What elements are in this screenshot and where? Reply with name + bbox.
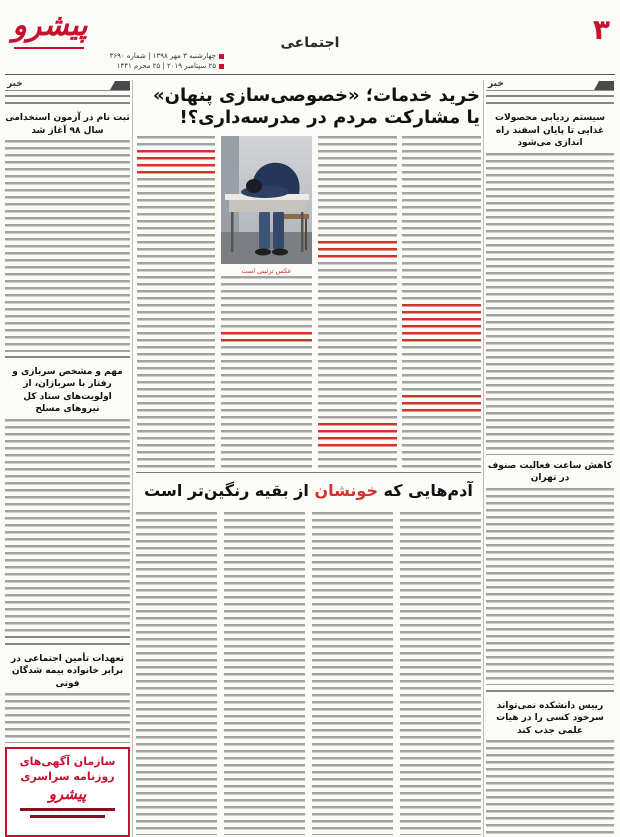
date-bullet <box>219 54 224 59</box>
second-article-column <box>312 512 393 835</box>
column-divider <box>483 80 484 837</box>
news-body-text <box>486 740 614 837</box>
newspaper-logo: پیشرو <box>12 8 88 43</box>
news-kicker <box>486 95 614 109</box>
photo-person-leg <box>259 210 270 250</box>
ad-line-1: سازمان آگهی‌های <box>19 755 116 769</box>
photo-desk-leg <box>231 212 234 252</box>
news-section-label: خبر <box>7 80 23 89</box>
pull-quote <box>318 241 397 262</box>
main-article-body-text <box>221 276 312 470</box>
news-headline-social-security: تعهدات تأمین اجتماعی در برابر خانواده بیمه شدگان فوتی <box>11 653 124 689</box>
ad-phone-line <box>30 815 105 818</box>
main-article-headline <box>153 85 480 129</box>
advertising-box <box>5 747 130 837</box>
photo-person-shoe <box>272 249 288 256</box>
pull-quote <box>402 395 481 416</box>
section-header-marker <box>110 81 130 90</box>
header-rule <box>5 74 615 75</box>
page-number: ۳ <box>592 13 610 46</box>
issue-date <box>92 51 224 71</box>
second-article-column <box>224 512 305 835</box>
news-body-text <box>5 140 130 352</box>
main-article-photo-column <box>221 136 312 470</box>
main-article-column <box>137 136 215 470</box>
second-headline-part-2: از بقیه رنگین‌تر است <box>144 481 315 500</box>
main-article-column <box>318 136 397 470</box>
section-header-marker <box>594 81 614 90</box>
right-news-column <box>486 80 614 837</box>
news-body-text <box>5 419 130 632</box>
photo-desk-front <box>229 200 305 212</box>
photo-desk-leg <box>301 212 304 252</box>
ad-phone-line <box>20 808 114 811</box>
date-line-1 <box>92 51 224 61</box>
date-line-2-text: ۲۵ سپتامبر ۲۰۱۹ | ۲۵ محرم ۱۴۴۱ <box>116 62 216 70</box>
pull-quote <box>137 150 215 178</box>
news-body-text <box>486 488 614 685</box>
photo-chair-leg <box>305 219 307 250</box>
date-line-2 <box>92 61 224 71</box>
ad-line-2: روزنامه سراسری <box>20 770 115 784</box>
second-article-headline <box>136 478 481 504</box>
ad-brand: پیشرو <box>48 785 87 804</box>
news-section-label: خبر <box>488 80 504 89</box>
news-section-header <box>5 80 130 91</box>
main-headline-line-1: خرید خدمات؛ «خصوصی‌سازی پنهان» <box>153 85 480 106</box>
news-headline-faculty-hiring: رییس دانشکده نمی‌تواند سرخود کسی را در هیات علمی جذب کند <box>496 700 604 736</box>
photo-wall-panel <box>221 136 239 232</box>
pull-quote <box>402 304 481 346</box>
photo-caption: عکس تزئینی است <box>241 267 292 275</box>
left-news-column <box>5 80 130 837</box>
column-divider <box>132 80 133 837</box>
photo-person-leg <box>273 210 284 250</box>
news-kicker <box>486 690 614 697</box>
pull-quote <box>221 332 312 346</box>
news-kicker <box>5 95 130 109</box>
photo-person-shoe <box>255 249 271 256</box>
article-photo <box>221 136 312 264</box>
news-headline-military-service: مهم و مشخص سربازی و رفتار با سربازان، از اولویت‌های ستاد کل نیروهای مسلح <box>12 366 123 415</box>
photo-person-head <box>246 179 262 193</box>
logo-underline <box>14 47 84 49</box>
second-headline-highlight: خونشان <box>314 481 378 500</box>
news-body-text <box>486 153 614 455</box>
date-line-1-text: چهارشنبه ۳ مهر ۱۳۹۸ | شماره ۳۶۹۰ <box>109 52 216 60</box>
news-headline-food-tracking: سیستم ردیابی محصولات غذایی تا پایان اسفند راه اندازی می‌شود <box>494 113 606 148</box>
second-article-column <box>400 512 481 835</box>
news-section-header <box>486 80 614 91</box>
second-headline-part-1: آدم‌هایی که <box>377 481 473 500</box>
second-article-column <box>136 512 217 835</box>
news-kicker <box>5 356 130 363</box>
news-headline-guild-hours: کاهش ساعت فعالیت صنوف در تهران <box>487 460 613 484</box>
main-headline-line-2: یا مشارکت مردم در مدرسه‌داری؟! <box>179 107 480 128</box>
news-headline-employment-exam: ثبت نام در آزمون استخدامی سال ۹۸ آغاز شد <box>5 113 130 136</box>
article-divider <box>136 472 481 473</box>
pull-quote <box>318 423 397 451</box>
date-bullet <box>219 64 224 69</box>
section-title: اجتماعی <box>280 35 340 51</box>
news-body-text <box>5 693 130 743</box>
main-article-column <box>402 136 481 470</box>
news-kicker <box>5 636 130 650</box>
